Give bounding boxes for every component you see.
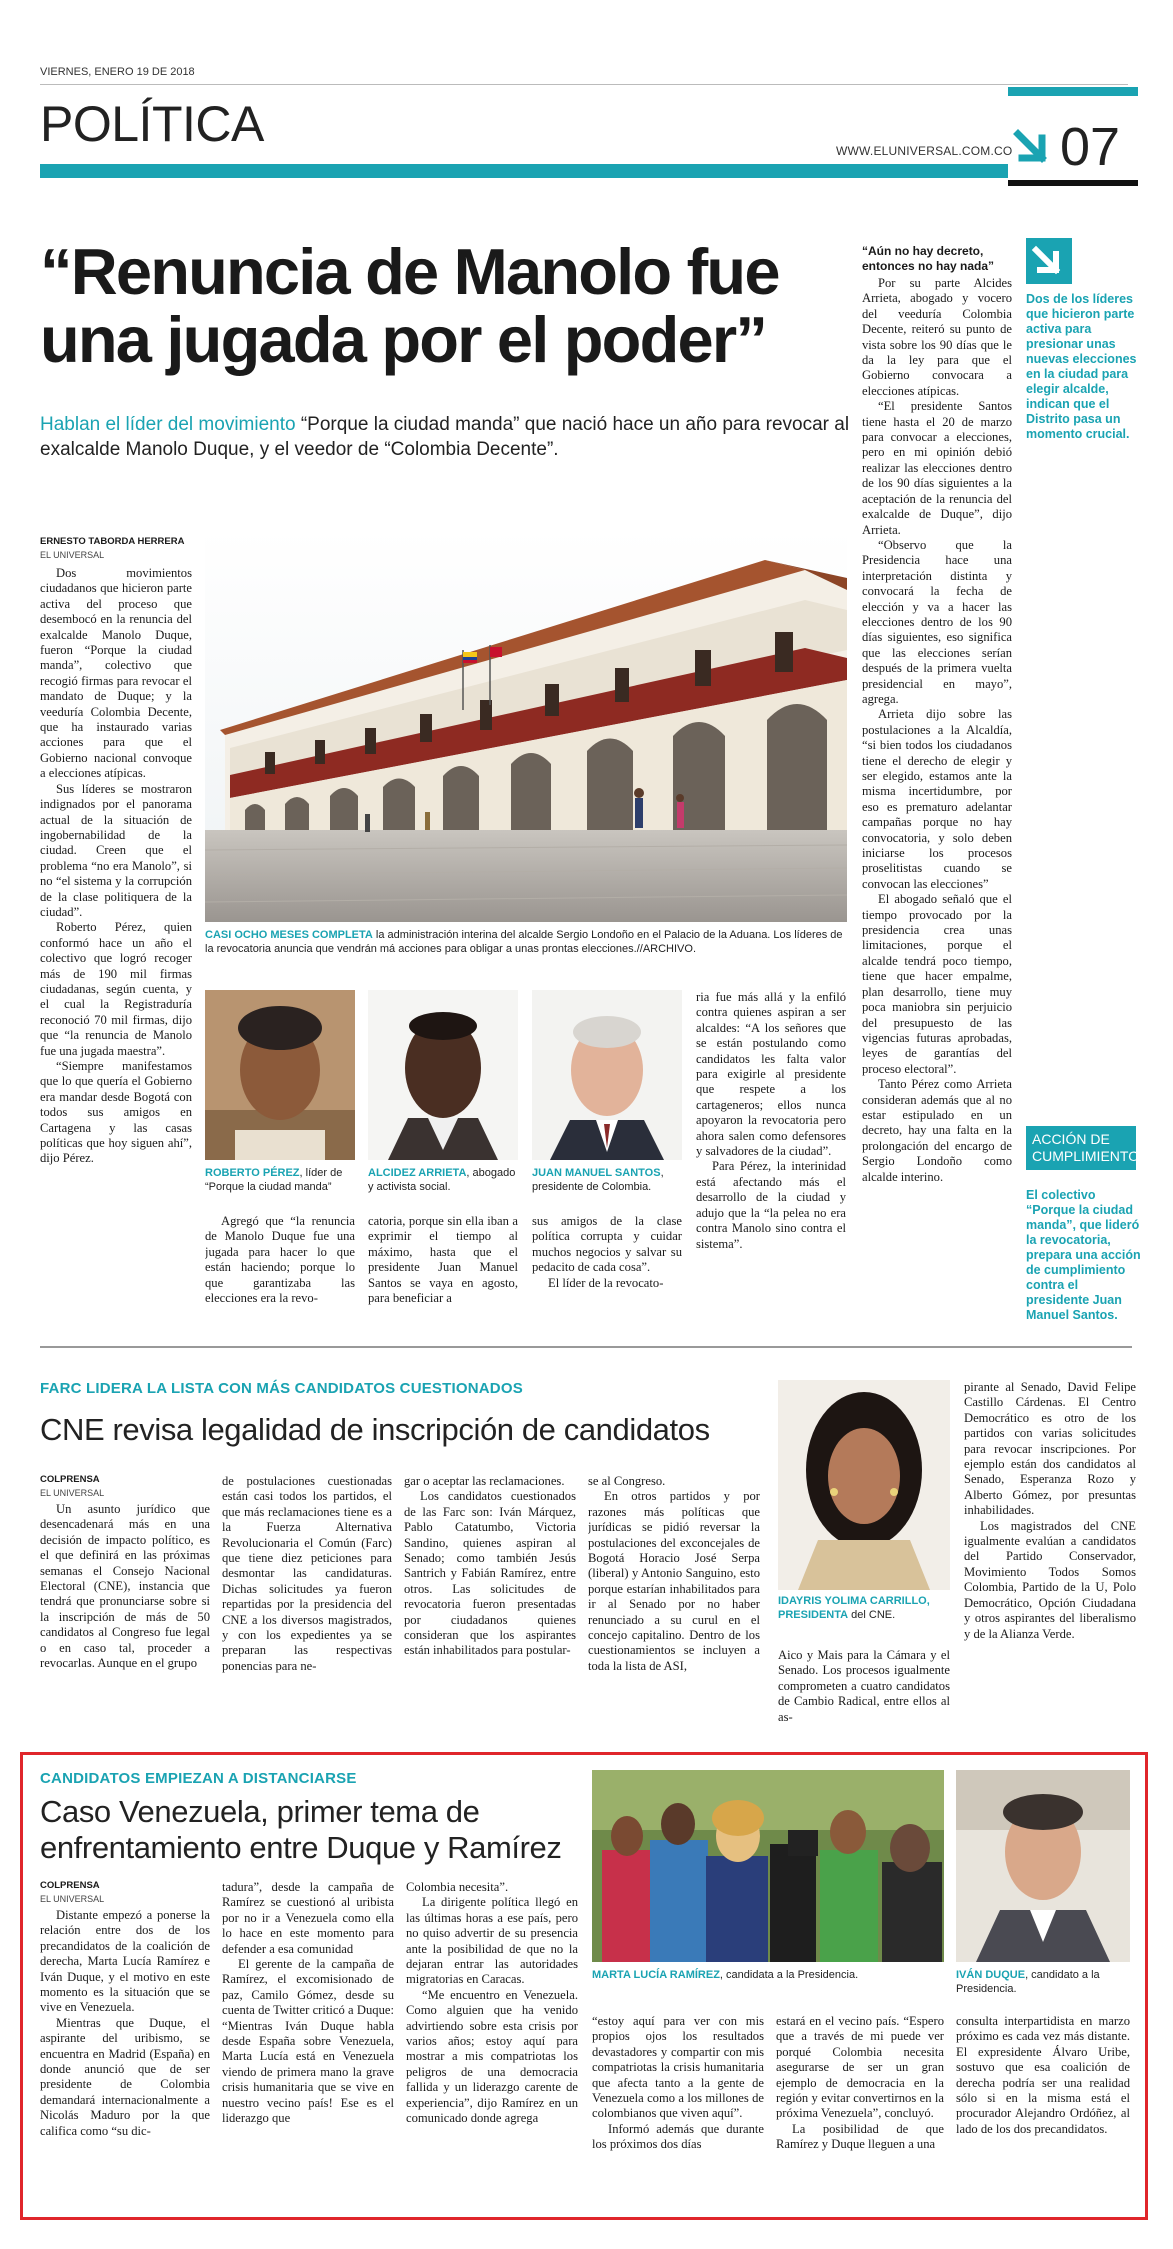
paragraph: tadura”, desde la campaña de Ramírez se cuestionó al uribista por no ir a Venezuela como ella lo hace en este momento para defender a esa comunidad [222, 1880, 394, 1956]
paragraph: “Me encuentro en Venezuela. Como alguien que ha venido advirtiendo sobre esta crisis por varios años; estoy aquí para mostrar a mis compatriotas los peligros de una democracia fallida y un liderazgo carente de experiencia”, dijo Ramírez en un comunicado donde agrega [406, 1987, 578, 2126]
article3-column-3 [406, 1880, 578, 2208]
section-teal-bar [40, 164, 1008, 178]
paragraph: Mientras que Duque, el aspirante del uribismo, se encuentra en Madrid (España) en donde anunció que de ser presidente de Colombia demandará internacionalmente a Nicolás Maduro por la que califica como “su dic- [40, 2015, 210, 2138]
paragraph: ria fue más allá y la enfiló contra quienes aspiran a ser alcaldes: “A los señores que se están postulando como candidatos les falta valor para exigirle al presidente que respete a los cartageneros; ellos nunca apoyaron la revocatoria pero ahora salen como defensores y salvadores de la ciudad”. [696, 990, 846, 1159]
portrait-desc: , presidente de Colombia. [532, 1167, 664, 1193]
section-title: POLÍTICA [40, 96, 264, 152]
page-date: VIERNES, ENERO 19 DE 2018 [40, 66, 195, 78]
photo-ivan-duque-caption [956, 1968, 1130, 1996]
paragraph: Los magistrados del CNE igualmente evalúan a candidatos del Partido Conservador, Movimiento Todos Somos Colombia, Partido de la U, Polo Democrático, Opción Ciudadana y otros aspirantes del liberalismo y de la Alianza Verde. [964, 1518, 1136, 1641]
sidebar-note-1: Dos de los líderes que hicieron parte activa para presionar unas nuevas elecciones en la ciudad para elegir alcalde, indican que el Distrito pasa un momento crucial. [1026, 292, 1137, 441]
article1-deck [40, 412, 860, 462]
article1-column-4 [532, 1214, 682, 1324]
photo-marta-lucia-ramirez [592, 1770, 944, 1962]
sidebar-label-text: ACCIÓN DE CUMPLIMIENTO [1032, 1131, 1140, 1164]
sidebar-arrow-icon [1026, 238, 1072, 284]
paragraph: El líder de la revocato- [548, 1275, 664, 1290]
article1-deck-rest: “Porque la ciudad manda” que nació hace un año para revocar al exalcalde Manolo Duque, y el veedor de “Colombia Decente”. [40, 414, 850, 460]
article2-column-6 [964, 1380, 1136, 1732]
sidebar-label-accion [1026, 1126, 1140, 1170]
portrait-desc: , líder de “Porque la ciudad manda” [205, 1167, 343, 1193]
portrait-name: ALCIDEZ ARRIETA [368, 1167, 467, 1179]
paragraph: “El presidente Santos tiene hasta el 20 de marzo para convocar a elecciones, pero en mi opinión debió realizar las elecciones dentro de los 90 días siguientes a la aceptación de la renuncia del exalcalde de Duque”, dijo Arrieta. [862, 399, 1012, 537]
photo-caption-lead: IDAYRIS YOLIMA CARRILLO, PRESIDENTA [778, 1595, 930, 1621]
article1-outlet: EL UNIVERSAL [40, 550, 105, 560]
paragraph: Distante empezó a ponerse la relación entre dos de los precandidatos de la coalición de derecha, Marta Lucía Ramírez e Iván Duque, y el motivo en este momento es la situación que se vive en Venezuela. [40, 1908, 210, 2015]
portrait-roberto-perez-caption [205, 1166, 355, 1194]
article3-headline [40, 1794, 600, 1866]
paragraph: Dos movimientos ciudadanos que hicieron parte activa del proceso que desembocó en la renuncia del exalcalde Manolo Duque, fueron “Porque la ciudad manda”, colectivo que recogió firmas para revocar el mandato de Duque; y la veeduría Colombia Decente, que ha instaurado varias acciones para que el Gobierno nacional convoque a elecciones atípicas. [40, 566, 192, 781]
main-photo-caption [205, 928, 847, 956]
article1-col6-subhead: “Aún no hay decreto, entonces no hay nada” [862, 244, 995, 273]
article3-kicker: CANDIDATOS EMPIEZAN A DISTANCIARSE [40, 1770, 357, 1787]
page-arrow-icon [1012, 124, 1058, 170]
article3-column-1 [40, 1908, 210, 2208]
photo-caption-text: , candidata a la Presidencia. [719, 1969, 859, 1981]
paragraph: Roberto Pérez, quien conformó hace un año el colectivo que logró recoger más de 190 mil firmas ciudadanas, según cuenta, y el cual la Registraduría reconoció 70 mil firmas, dijo que “la renuncia de Manolo fue una jugada maestra”. [40, 920, 192, 1058]
photo-idayris-carrillo [778, 1380, 950, 1590]
photo-caption-text: , candidato a la Presidencia. [956, 1969, 1100, 1995]
article2-outlet: EL UNIVERSAL [40, 1488, 105, 1498]
article3-column-2 [222, 1880, 394, 2208]
portrait-alcidez-arrieta [368, 990, 518, 1160]
paragraph: sus amigos de la clase política corrupta y cuidar muchos negocios y salvar su pedacito de cada cosa”. [532, 1214, 682, 1275]
article2-column-1 [40, 1502, 210, 1732]
section-divider [40, 1346, 1132, 1348]
portrait-desc: , abogado y activista social. [368, 1167, 516, 1193]
portrait-alcidez-arrieta-caption [368, 1166, 518, 1194]
article1-column-6 [862, 244, 1012, 1326]
article1-column-2 [205, 1214, 355, 1324]
paragraph: catoria, porque sin ella iban a exprimir el tiempo al máximo, hasta que el presidente Juan Manuel Santos se vaya en agosto, para beneficiar a [368, 1214, 518, 1306]
photo-caption-lead: MARTA LUCÍA RAMÍREZ [592, 1969, 720, 1981]
paragraph: Informó además que durante los próximos dos días [592, 2121, 764, 2152]
photo-idayris-carrillo-caption [778, 1594, 950, 1622]
header-black-rule [1008, 180, 1138, 186]
main-photo-caption-text: la administración interina del alcalde Sergio Londoño en el Palacio de la Aduana. Los líderes de la revocatoria anuncia que vendrán má acciones para obligar a unas prontas elecciones.//ARCHIVO. [205, 929, 843, 955]
paragraph: “estoy aquí para ver con mis propios ojos los resultados devastadores y compartir con mis compatriotas la crisis humanitaria que afecta tanto a la gente de Venezuela como a los millones de colombianos que viven aquí”. [592, 2014, 764, 2121]
article3-author: COLPRENSA [40, 1880, 100, 1891]
paragraph: El abogado señaló que el tiempo provocado por la presidencia crea unas limitaciones, porque el alcalde tendrá poco tiempo, tiene que hacer empalme, plan desarrollo, tiene muy poca maniobra sin perjuicio del presupuesto de las vigencias futuras aprobadas, leyes de garantías del proceso electoral”. [862, 892, 1012, 1076]
article3-column-5 [776, 2014, 944, 2208]
article3-column-6 [956, 2014, 1130, 2208]
paragraph: Para Pérez, la interinidad está afectando más el desarrollo de la ciudad y adujo que la “la pelea no era contra Manolo sino contra el sistema”. [696, 1159, 846, 1251]
header-rule-thin [40, 84, 1128, 85]
portrait-name: ROBERTO PÉREZ [205, 1167, 300, 1179]
photo-caption-text: del CNE. [848, 1609, 896, 1621]
page-number: 07 [1060, 117, 1121, 177]
article2-kicker: FARC LIDERA LA LISTA CON MÁS CANDIDATOS CUESTIONADOS [40, 1380, 523, 1397]
paragraph: Agregó que “la renuncia de Manolo Duque fue una jugada para hacer lo que están haciendo; porque lo que garantizaba las elecciones era la revo- [205, 1214, 355, 1306]
paragraph: El gerente de la campaña de Ramírez, el excomisionado de paz, Camilo Gómez, desde su cuenta de Twitter criticó a Duque: “Mientras Iván Duque habla desde España sobre Venezuela, Marta Lucía está en Venezuela viendo de primera mano la grave crisis humanitaria que se vive en nuestro vecino país! Ese es el liderazgo que [222, 1957, 394, 2126]
portrait-juan-manuel-santos-caption [532, 1166, 684, 1194]
paragraph: “Siempre manifestamos que lo que quería el Gobierno era mandar desde Bogotá con todos sus amigos en Cartagena y las casas políticas que hoy siguen ahí”, dijo Pérez. [40, 1059, 192, 1166]
main-photo-palacio-aduana [205, 530, 847, 922]
paragraph: Tanto Pérez como Arrieta consideran además que al no estar estipulado en un decreto, hay una falta en la prolongación del encargo de Sergio Londoño como alcalde interino. [862, 1077, 1012, 1184]
paragraph: consulta interpartidista en marzo próximo es cada vez más distante. El expresidente Álvaro Uribe, sostuvo que esa coalición de derecha podría ser una realidad sólo si en la misma está el procurador Alejandro Ordóñez, al lado de los dos precandidatos. [956, 2014, 1130, 2136]
article1-author: ERNESTO TABORDA HERRERA [40, 536, 185, 547]
article3-headline-line2: enfrentamiento entre Duque y Ramírez [40, 1830, 562, 1865]
article2-column-2 [222, 1474, 392, 1732]
main-photo-caption-lead: CASI OCHO MESES COMPLETA [205, 929, 373, 941]
article3-outlet: EL UNIVERSAL [40, 1894, 105, 1904]
paragraph: La posibilidad de que Ramírez y Duque lleguen a una [776, 2121, 944, 2152]
paragraph: se al Congreso. [588, 1474, 666, 1488]
paragraph: Arrieta dijo sobre las postulaciones a la Alcaldía, “si bien todos los ciudadanos tiene el derecho de elegir y ser elegido, estamos ante la misma incertidumbre, por eso es prematuro adelantar campañas porque no hay convocatoria, y solo deben iniciarse los procesos proselitistas cuando se convocan las elecciones” [862, 707, 1012, 891]
portrait-juan-manuel-santos [532, 990, 682, 1160]
paragraph: Por su parte Alcides Arrieta, abogado y vocero del veeduría Colombia Decente, reiteró su punto de vista sobre los 90 días que le da la ley para que el Gobierno convocara a elecciones atípicas. [862, 276, 1012, 398]
article2-author: COLPRENSA [40, 1474, 100, 1485]
article1-column-5 [696, 990, 846, 1326]
paragraph: de postulaciones cuestionadas están casi todos los partidos, el que más reclamaciones tiene es a la Fuerza Alternativa Revolucionaria el Común (Farc) que tiene diez peticiones para desmontar las candidaturas. Dichas solicitudes ya fueron repartidas por la presidencia del CNE a los diversos magistrados, y con los expedientes ya se preparan las respectivas ponencias para ne- [222, 1474, 392, 1673]
portrait-roberto-perez [205, 990, 355, 1160]
photo-ivan-duque [956, 1770, 1130, 1962]
paragraph: “Observo que la Presidencia hace una interpretación distinta y convocará la fecha de elección y va a hacer las elecciones dentro de los 90 días siguientes, eso significa que las elecciones serían después de la primera vuelta presidencial en mayo”, agrega. [862, 537, 1012, 706]
article1-column-3 [368, 1214, 518, 1324]
paragraph: Colombia necesita”. [406, 1880, 509, 1894]
article2-column-4 [588, 1474, 760, 1732]
paragraph: Aico y Mais para la Cámara y el Senado. Los procesos igualmente comprometen a cuatro candidatos de Cambio Radical, entre ellos al as- [778, 1648, 950, 1724]
article1-headline: “Renuncia de Manolo fue una jugada por el poder” [40, 235, 779, 376]
sidebar-note-2: El colectivo “Porque la ciudad manda”, que lideró la revocatoria, prepara una acción de cumplimiento contra el presidente Juan Manuel Santos. [1026, 1188, 1141, 1322]
paragraph: gar o aceptar las reclamaciones. [404, 1474, 565, 1488]
article1-deck-lead: Hablan el líder del movimiento [40, 414, 296, 435]
article3-column-4 [592, 2014, 764, 2208]
article2-column-3 [404, 1474, 576, 1732]
website-url: WWW.ELUNIVERSAL.COM.CO [836, 144, 1013, 158]
article3-headline-line1: Caso Venezuela, primer tema de [40, 1794, 480, 1829]
photo-marta-lucia-ramirez-caption [592, 1968, 944, 1982]
article2-column-5 [778, 1648, 950, 1732]
paragraph: pirante al Senado, David Felipe Castillo Cárdenas. El Centro Democrático es otro de los partidos con varias solicitudes para revocar inscripciones. Por ejemplo están dos candidatos al Senado, Esperanza Rozo y Alberto Gómez, por presuntas inhabilidades. [964, 1380, 1136, 1518]
paragraph: La dirigente política llegó en las últimas horas a ese país, pero no quiso advertir de su presencia ante la posibilidad de que no la dejaran entrar las autoridades migratorias en Caracas. [406, 1895, 578, 1987]
photo-caption-lead: IVÁN DUQUE [956, 1969, 1026, 1981]
article1-column-1 [40, 566, 192, 1326]
paragraph: Los candidatos cuestionados de las Farc son: Iván Márquez, Pablo Catatumbo, Victoria Sandino, quienes aspiran al Senado; como también Jesús Santrich y Fabián Ramírez, entre otros. Las solicitudes de revocatoria fueron presentadas por ciudadanos quienes consideran que los aspirantes están inhabilitados para postular- [404, 1489, 576, 1658]
paragraph: Un asunto jurídico que desencadenará más en una decisión de impacto político, es el que definirá en las próximas semanas el Consejo Nacional Electoral (CNE), instancia que tendrá que pronunciarse sobre si la inscripción de más de 50 candidatos al Congreso fue legal o en caso tal, proceder a revocarlas. Aunque en el grupo [40, 1502, 210, 1671]
portrait-name: JUAN MANUEL SANTOS [532, 1167, 661, 1179]
header-teal-top-bar [1008, 87, 1138, 96]
article2-headline: CNE revisa legalidad de inscripción de candidatos [40, 1412, 710, 1447]
paragraph: Sus líderes se mostraron indignados por el panorama actual de la situación de ingobernabilidad de la ciudad. Creen que el problema “no era Manolo”, si no “el sistema y la corrupción de la clase politiquera de la ciudad”. [40, 781, 192, 919]
paragraph: estará en el vecino país. “Espero que a través de mi puede ver porqué Colombia necesita asegurarse de ser un gran ejemplo de democracia en la región y evitar convertirnos en la próxima Venezuela”, concluyó. [776, 2014, 944, 2121]
paragraph: En otros partidos y por razones más políticas que jurídicas se pidió reversar la postulaciones del exconcejales de Bogotá Horacio José Serpa (liberal) y Antonio Sanguino, esto porque estarían inhabilitados para ir al Senado por no haber renunciado a su curul en el concejo capitalino. Dentro de los cuestionamientos se incluyen a toda la lista de ASI, [588, 1489, 760, 1673]
